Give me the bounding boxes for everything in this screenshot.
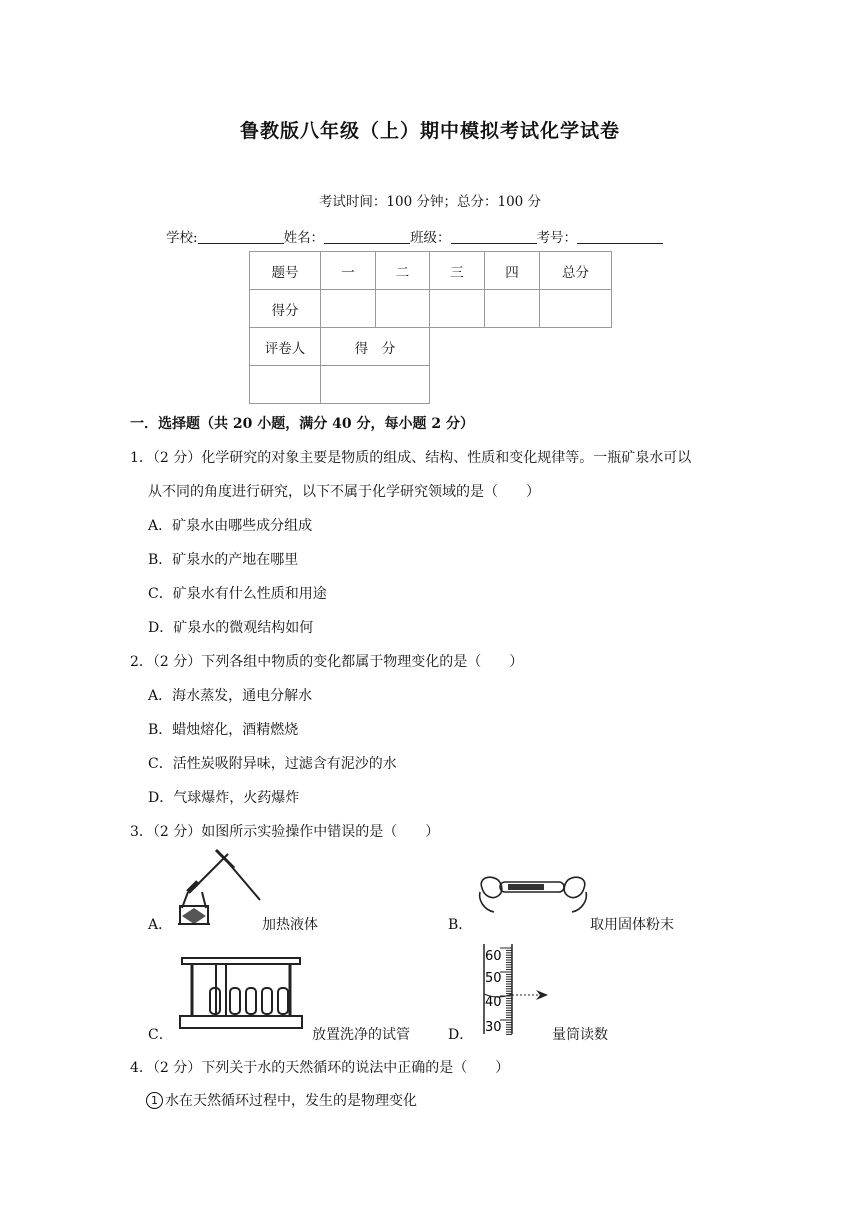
score-cell[interactable] [430,290,485,328]
name-blank[interactable] [324,229,410,244]
header-cell: 总分 [540,252,612,290]
cylinder-tick-label: 40 [485,995,502,1010]
number-label: 考号： [536,230,578,246]
school-blank[interactable] [198,229,284,244]
grader-score-cell[interactable] [321,366,430,404]
q2-option-b[interactable]: B．蜡烛熔化，酒精燃烧 [148,722,299,738]
q2-option-d[interactable]: D．气球爆炸，火药爆炸 [148,790,300,806]
grader-header-row [250,328,612,366]
score-row-label: 得分 [250,290,321,328]
school-label: 学校: [166,230,198,246]
exam-info: 考试时间：100 分钟；总分：100 分 [318,194,542,210]
q3-option-b-letter[interactable]: B． [448,917,473,933]
q3-option-c-caption: 放置洗净的试管 [312,1027,410,1043]
header-cell: 三 [430,252,485,290]
q1-option-c[interactable]: C．矿泉水有什么性质和用途 [148,586,327,602]
header-cell: 二 [376,252,430,290]
q1-option-a[interactable]: A．矿泉水由哪些成分组成 [148,518,313,534]
q4-item-1 [146,1090,417,1110]
q2-stem: 2．（2 分）下列各组中物质的变化都属于物理变化的是（ ） [130,654,524,670]
q3-option-b-caption: 取用固体粉末 [590,917,674,933]
q2-option-a[interactable]: A．海水蒸发，通电分解水 [148,688,313,704]
header-cell: 题号 [250,252,321,290]
grader-cell[interactable] [250,366,321,404]
q3-option-c-letter[interactable]: C． [148,1027,173,1043]
q1-stem-line1: 1．（2 分）化学研究的对象主要是物质的组成、结构、性质和变化规律等。一瓶矿泉水可以 [130,450,692,466]
test-tube-rack-figure [178,950,304,1034]
q4-stem: 4．（2 分）下列关于水的天然循环的说法中正确的是（ ） [130,1060,510,1076]
score-cell[interactable] [321,290,376,328]
cylinder-tick-label: 50 [485,971,502,986]
number-blank[interactable] [577,229,663,244]
cylinder-tick-label: 30 [485,1020,502,1035]
q3-option-d-letter[interactable]: D． [448,1027,474,1043]
heating-liquid-figure [176,848,266,930]
page-title: 鲁教版八年级（上）期中模拟考试化学试卷 [239,120,620,142]
cylinder-tick-label: 60 [485,949,502,964]
q1-option-d[interactable]: D．矿泉水的微观结构如何 [148,620,314,636]
score-cell[interactable] [485,290,540,328]
grader-score-label: 得 分 [321,328,430,366]
header-cell: 四 [485,252,540,290]
q1-option-b[interactable]: B．矿泉水的产地在哪里 [148,552,299,568]
score-cell[interactable] [540,290,612,328]
student-info-fields [166,226,663,246]
solid-powder-figure [474,872,592,920]
grader-value-row [250,366,612,404]
q3-option-a-caption: 加热液体 [262,917,318,933]
q3-stem: 3．（2 分）如图所示实验操作中错误的是（ ） [130,824,440,840]
q3-option-d-caption: 量筒读数 [552,1027,608,1043]
class-label: 班级： [410,230,451,246]
q4-item-1-text: 水在天然循环过程中，发生的是物理变化 [165,1093,417,1109]
q4-item-1-number: 1 [146,1092,163,1109]
header-cell: 一 [321,252,376,290]
q1-stem-line2: 从不同的角度进行研究，以下不属于化学研究领域的是（ ） [148,484,540,500]
grader-label: 评卷人 [250,328,321,366]
class-blank[interactable] [451,229,537,244]
graduated-cylinder-figure [478,942,558,1036]
q3-option-a-letter[interactable]: A． [148,917,173,933]
section-heading: 一．选择题（共 20 小题，满分 40 分，每小题 2 分） [130,416,474,432]
q2-option-c[interactable]: C．活性炭吸附异味，过滤含有泥沙的水 [148,756,397,772]
score-table-score-row [250,290,612,328]
score-cell[interactable] [376,290,430,328]
name-label: 姓名： [283,230,325,246]
score-table [249,251,612,404]
score-table-header-row [250,252,612,290]
